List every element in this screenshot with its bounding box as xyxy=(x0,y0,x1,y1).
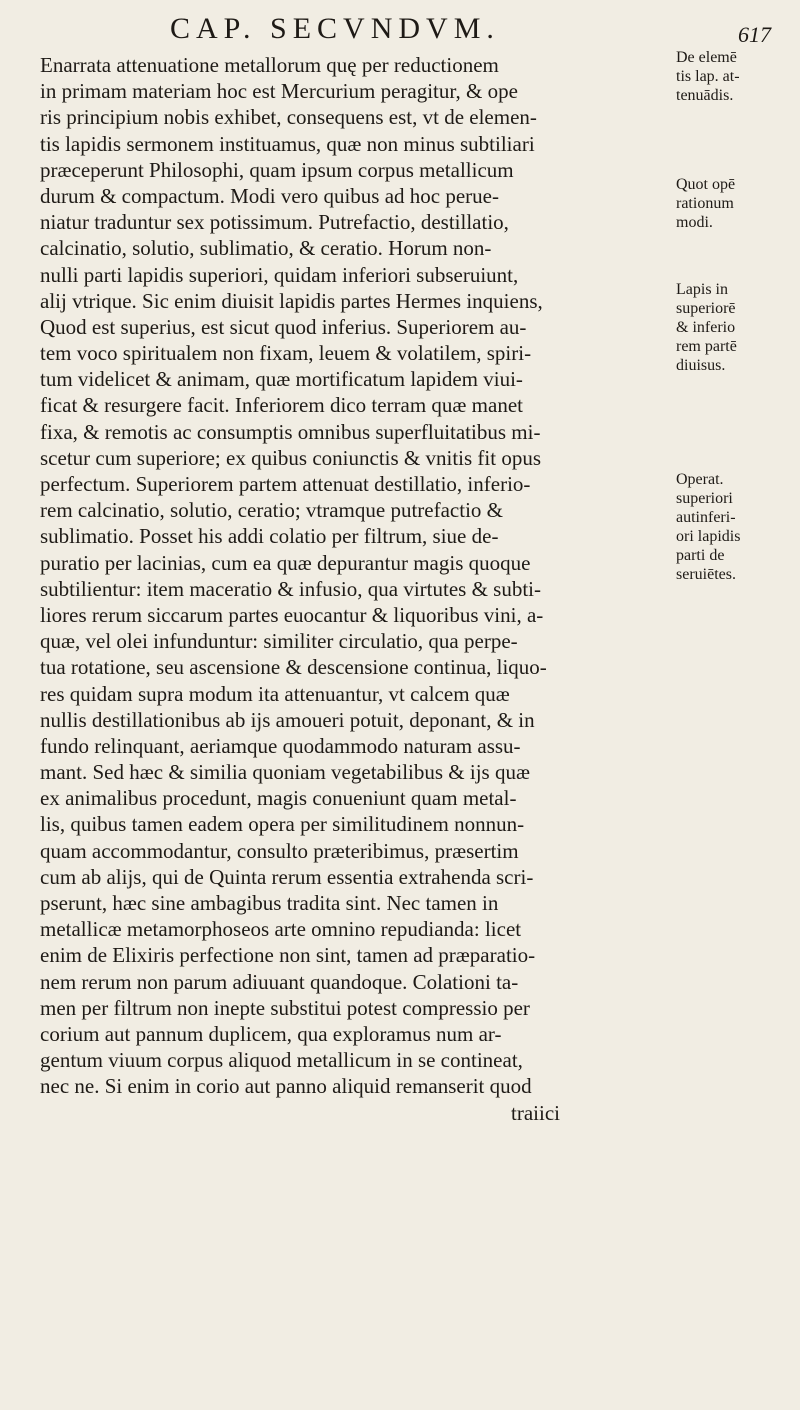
margin-note-line: rem partē xyxy=(676,338,737,355)
text-line: niatur traduntur sex potissimum. Putrefactio, destillatio, xyxy=(40,210,509,235)
text-line: præceperunt Philosophi, quam ipsum corpus metallicum xyxy=(40,157,514,182)
margin-note-line: modi. xyxy=(676,214,713,231)
text-line: traiici xyxy=(511,1100,560,1125)
text-line: men per filtrum non inepte substitui potest compressio per xyxy=(40,995,530,1020)
text-line: tem voco spiritualem non fixam, leuem & volatilem, spiri- xyxy=(40,341,532,366)
page-header xyxy=(0,8,800,48)
text-line: liores rerum siccarum partes euocantur & liquoribus vini, a- xyxy=(40,602,544,627)
margin-note-line: Operat. xyxy=(676,471,724,488)
text-line: ficat & resurgere facit. Inferiorem dico terram quæ manet xyxy=(40,393,523,418)
margin-note-line: tenuādis. xyxy=(676,87,734,104)
margin-note xyxy=(676,48,800,105)
text-line: sublimatio. Posset his addi colatio per filtrum, siue de- xyxy=(40,524,499,549)
text-line: fundo relinquant, aeriamque quodammodo naturam assu- xyxy=(40,733,521,758)
text-line: tua rotatione, seu ascensione & descensione continua, liquo- xyxy=(40,655,547,680)
text-line: rem calcinatio, solutio, ceratio; vtramque putrefactio & xyxy=(40,498,503,523)
margin-note-line: parti de xyxy=(676,547,725,564)
text-line: nullis destillationibus ab ijs amoueri potuit, deponant, & in xyxy=(40,707,535,732)
text-line: gentum viuum corpus aliquod metallicum in se contineat, xyxy=(40,1048,523,1073)
text-line: cum ab alijs, qui de Quinta rerum essentia extrahenda scri- xyxy=(40,864,534,889)
margin-note-line: superiori xyxy=(676,490,733,507)
text-line: Enarrata attenuatione metallorum quę per reductionem xyxy=(40,53,499,77)
text-line: scetur cum superiore; ex quibus coniunctis & vnitis fit opus xyxy=(40,445,542,470)
margin-note xyxy=(676,280,800,375)
text-line: tis lapidis sermonem instituamus, quæ non minus subtiliari xyxy=(40,131,535,156)
text-line: fixa, & remotis ac consumptis omnibus superfluitatibus mi- xyxy=(40,419,541,444)
main-text-block xyxy=(40,52,670,1126)
text-line: nec ne. Si enim in corio aut panno aliquid remanserit quod xyxy=(40,1074,532,1099)
margin-note-line: tis lap. at- xyxy=(676,68,740,85)
text-line: ex animalibus procedunt, magis conueniunt quam metal- xyxy=(40,786,517,811)
page-number: 617 xyxy=(738,22,771,47)
margin-note xyxy=(676,470,800,584)
text-line: durum & compactum. Modi vero quibus ad hoc perue- xyxy=(40,183,499,208)
margin-note-line: autinferi- xyxy=(676,509,736,526)
text-line: nem rerum non parum adiuuant quandoque. Colationi ta- xyxy=(40,969,519,994)
text-line: quam accommodantur, consulto præteribimus, præsertim xyxy=(40,838,519,863)
text-line: subtilientur: item maceratio & infusio, qua virtutes & subti- xyxy=(40,576,541,601)
margin-note xyxy=(676,175,800,232)
text-line: pserunt, hæc sine ambagibus tradita sint. Nec tamen in xyxy=(40,891,499,915)
text-line: quæ, vel olei infunduntur: similiter circulatio, qua perpe- xyxy=(40,629,518,654)
margin-note-line: ori lapidis xyxy=(676,528,741,545)
margin-note-line: Lapis in xyxy=(676,281,728,298)
text-line: res quidam supra modum ita attenuantur, vt calcem quæ xyxy=(40,681,510,706)
running-head: CAP. SECVNDVM. xyxy=(170,12,500,45)
margin-note-line: rationum xyxy=(676,195,734,212)
text-line: perfectum. Superiorem partem attenuat destillatio, inferio- xyxy=(40,472,531,496)
margin-note-line: De elemē xyxy=(676,49,737,66)
margin-note-line: superiorē xyxy=(676,300,736,317)
text-line: metallicæ metamorphoseos arte omnino repudianda: licet xyxy=(40,917,522,942)
text-line: puratio per lacinias, cum ea quæ depurantur magis quoque xyxy=(40,550,531,575)
text-line: corium aut pannum duplicem, qua exploramus num ar- xyxy=(40,1021,502,1046)
text-line: Quod est superius, est sicut quod inferius. Superiorem au- xyxy=(40,314,527,339)
text-line: lis, quibus tamen eadem opera per similitudinem nonnun- xyxy=(40,812,525,837)
text-line: mant. Sed hæc & similia quoniam vegetabilibus & ijs quæ xyxy=(40,760,530,785)
text-line: calcinatio, solutio, sublimatio, & ceratio. Horum non- xyxy=(40,236,492,261)
margin-note-line: seruiētes. xyxy=(676,566,736,583)
text-line: ris principium nobis exhibet, consequens est, vt de elemen- xyxy=(40,105,537,130)
margin-note-line: diuisus. xyxy=(676,357,726,374)
margin-note-line: Quot opē xyxy=(676,176,736,193)
text-line: nulli parti lapidis superiori, quidam inferiori subseruiunt, xyxy=(40,262,519,287)
text-line: alij vtrique. Sic enim diuisit lapidis partes Hermes inquiens, xyxy=(40,288,543,313)
margin-note-line: & inferio xyxy=(676,319,736,336)
text-line: tum videlicet & animam, quæ mortificatum lapidem viui- xyxy=(40,367,523,392)
text-line: enim de Elixiris perfectione non sint, tamen ad præparatio- xyxy=(40,943,536,968)
text-line: in primam materiam hoc est Mercurium peragitur, & ope xyxy=(40,79,518,104)
